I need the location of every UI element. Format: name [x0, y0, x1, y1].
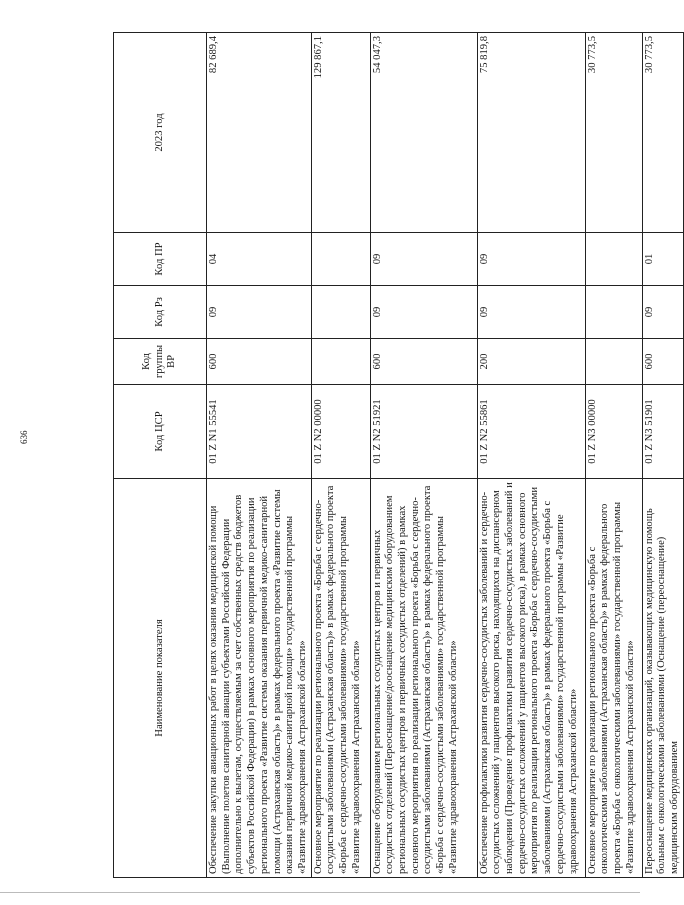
- row-pr: [585, 233, 642, 286]
- header-csr: Код ЦСР: [114, 385, 207, 479]
- row-value: 30 773,5: [642, 33, 683, 233]
- scan-edge-line: [0, 892, 640, 893]
- row-csr: 01 Z N3 51901: [642, 385, 683, 479]
- row-vr: 600: [642, 339, 683, 385]
- row-csr: 01 Z N2 51921: [370, 385, 477, 479]
- row-name: Основное мероприятие по реализации регионального проекта «Борьба с онкологическими заболеваниями (Астраханская область)» в рамках федерального проекта «Борьба с онкологическими заболеваниями» государственной программы «Развитие здравоохранения Астраханской области»: [585, 479, 642, 878]
- row-pr: [311, 233, 370, 286]
- header-vr: Код группы ВР: [114, 339, 207, 385]
- row-name: Переоснащение медицинских организаций, оказывающих медицинскую помощь больным с онкологическими заболеваниями (Оснащение (переоснащение) медицинским оборудованием: [642, 479, 683, 878]
- row-name: Обеспечение профилактики развития сердечно-сосудистых заболеваний и сердечно-сосудистых осложнений у пациентов высокого риска, находящихся на диспансерном наблюдении (Проведение профилактики развития сердечно-сосудистых заболеваний и сердечно-сосудистых осложнений у пациентов высокого риска), в рамках основного мероприятия по реализации регионального проекта «Борьба с сердечно-сосудистыми заболеваниями (Астраханская область)» в рамках федерального проекта «Борьба с сердечно-сосудистыми заболеваниями» государственной программы «Развитие здравоохранения Астраханской области»: [477, 479, 585, 878]
- row-csr: 01 Z N2 00000: [311, 385, 370, 479]
- row-vr: 600: [370, 339, 477, 385]
- row-pr: 09: [477, 233, 585, 286]
- table-row: [642, 33, 683, 878]
- header-rz: Код Рз: [114, 286, 207, 339]
- row-vr: 600: [207, 339, 312, 385]
- row-pr: 01: [642, 233, 683, 286]
- table-header-row: [114, 33, 207, 878]
- rotated-page: [113, 33, 681, 878]
- table-row: [311, 33, 370, 878]
- row-rz: 09: [642, 286, 683, 339]
- header-pr: Код ПР: [114, 233, 207, 286]
- table-row: [585, 33, 642, 878]
- row-rz: [585, 286, 642, 339]
- row-vr: 200: [477, 339, 585, 385]
- row-value: 75 819,8: [477, 33, 585, 233]
- row-rz: 09: [370, 286, 477, 339]
- header-year: 2023 год: [114, 33, 207, 233]
- row-csr: 01 Z N1 55541: [207, 385, 312, 479]
- row-csr: 01 Z N2 55861: [477, 385, 585, 479]
- table-row: [207, 33, 312, 878]
- row-value: 54 047,3: [370, 33, 477, 233]
- table-row: [370, 33, 477, 878]
- budget-table: [113, 32, 684, 878]
- row-value: 30 773,5: [585, 33, 642, 233]
- row-value: 129 867,1: [311, 33, 370, 233]
- row-name: Оснащение оборудованием региональных сосудистых центров и первичных сосудистых отделений (Переоснащение/дооснащение медицинским оборудованием региональных сосудистых центров и первичных сосудистых отделений) в рамках основного мероприятия по реализации регионального проекта «Борьба с сердечно-сосудистыми заболеваниями (Астраханская область)» в рамках федерального проекта «Борьба с сердечно-сосудистыми заболеваниями» государственной программы «Развитие здравоохранения Астраханской области»: [370, 479, 477, 878]
- row-pr: 04: [207, 233, 312, 286]
- row-value: 82 689,4: [207, 33, 312, 233]
- row-name: Основное мероприятие по реализации регионального проекта «Борьба с сердечно-сосудистыми заболеваниями (Астраханская область)» в рамках федерального проекта «Борьба с сердечно-сосудистыми заболеваниями» государственной программы «Развитие здравоохранения Астраханской области»: [311, 479, 370, 878]
- row-csr: 01 Z N3 00000: [585, 385, 642, 479]
- row-name: Обеспечение закупки авиационных работ в целях оказания медицинской помощи (Выполнение полетов санитарной авиации субъектами Российской Федерации дополнительно к вылетам, осуществляемым за счет собственных средств бюджетов субъектов Российской Федерации) в рамках основного мероприятия по реализации регионального проекта «Развитие системы оказания первичной медико-санитарной помощи (Астраханская область)» в рамках федерального проекта «Развитие системы оказания первичной медико-санитарной помощи» государственной программы «Развитие здравоохранения Астраханской области»: [207, 479, 312, 878]
- table-row: [477, 33, 585, 878]
- row-pr: 09: [370, 233, 477, 286]
- row-rz: [311, 286, 370, 339]
- page-number: 636: [19, 430, 29, 444]
- row-vr: [311, 339, 370, 385]
- header-name: Наименование показателя: [114, 479, 207, 878]
- row-rz: 09: [207, 286, 312, 339]
- row-rz: 09: [477, 286, 585, 339]
- row-vr: [585, 339, 642, 385]
